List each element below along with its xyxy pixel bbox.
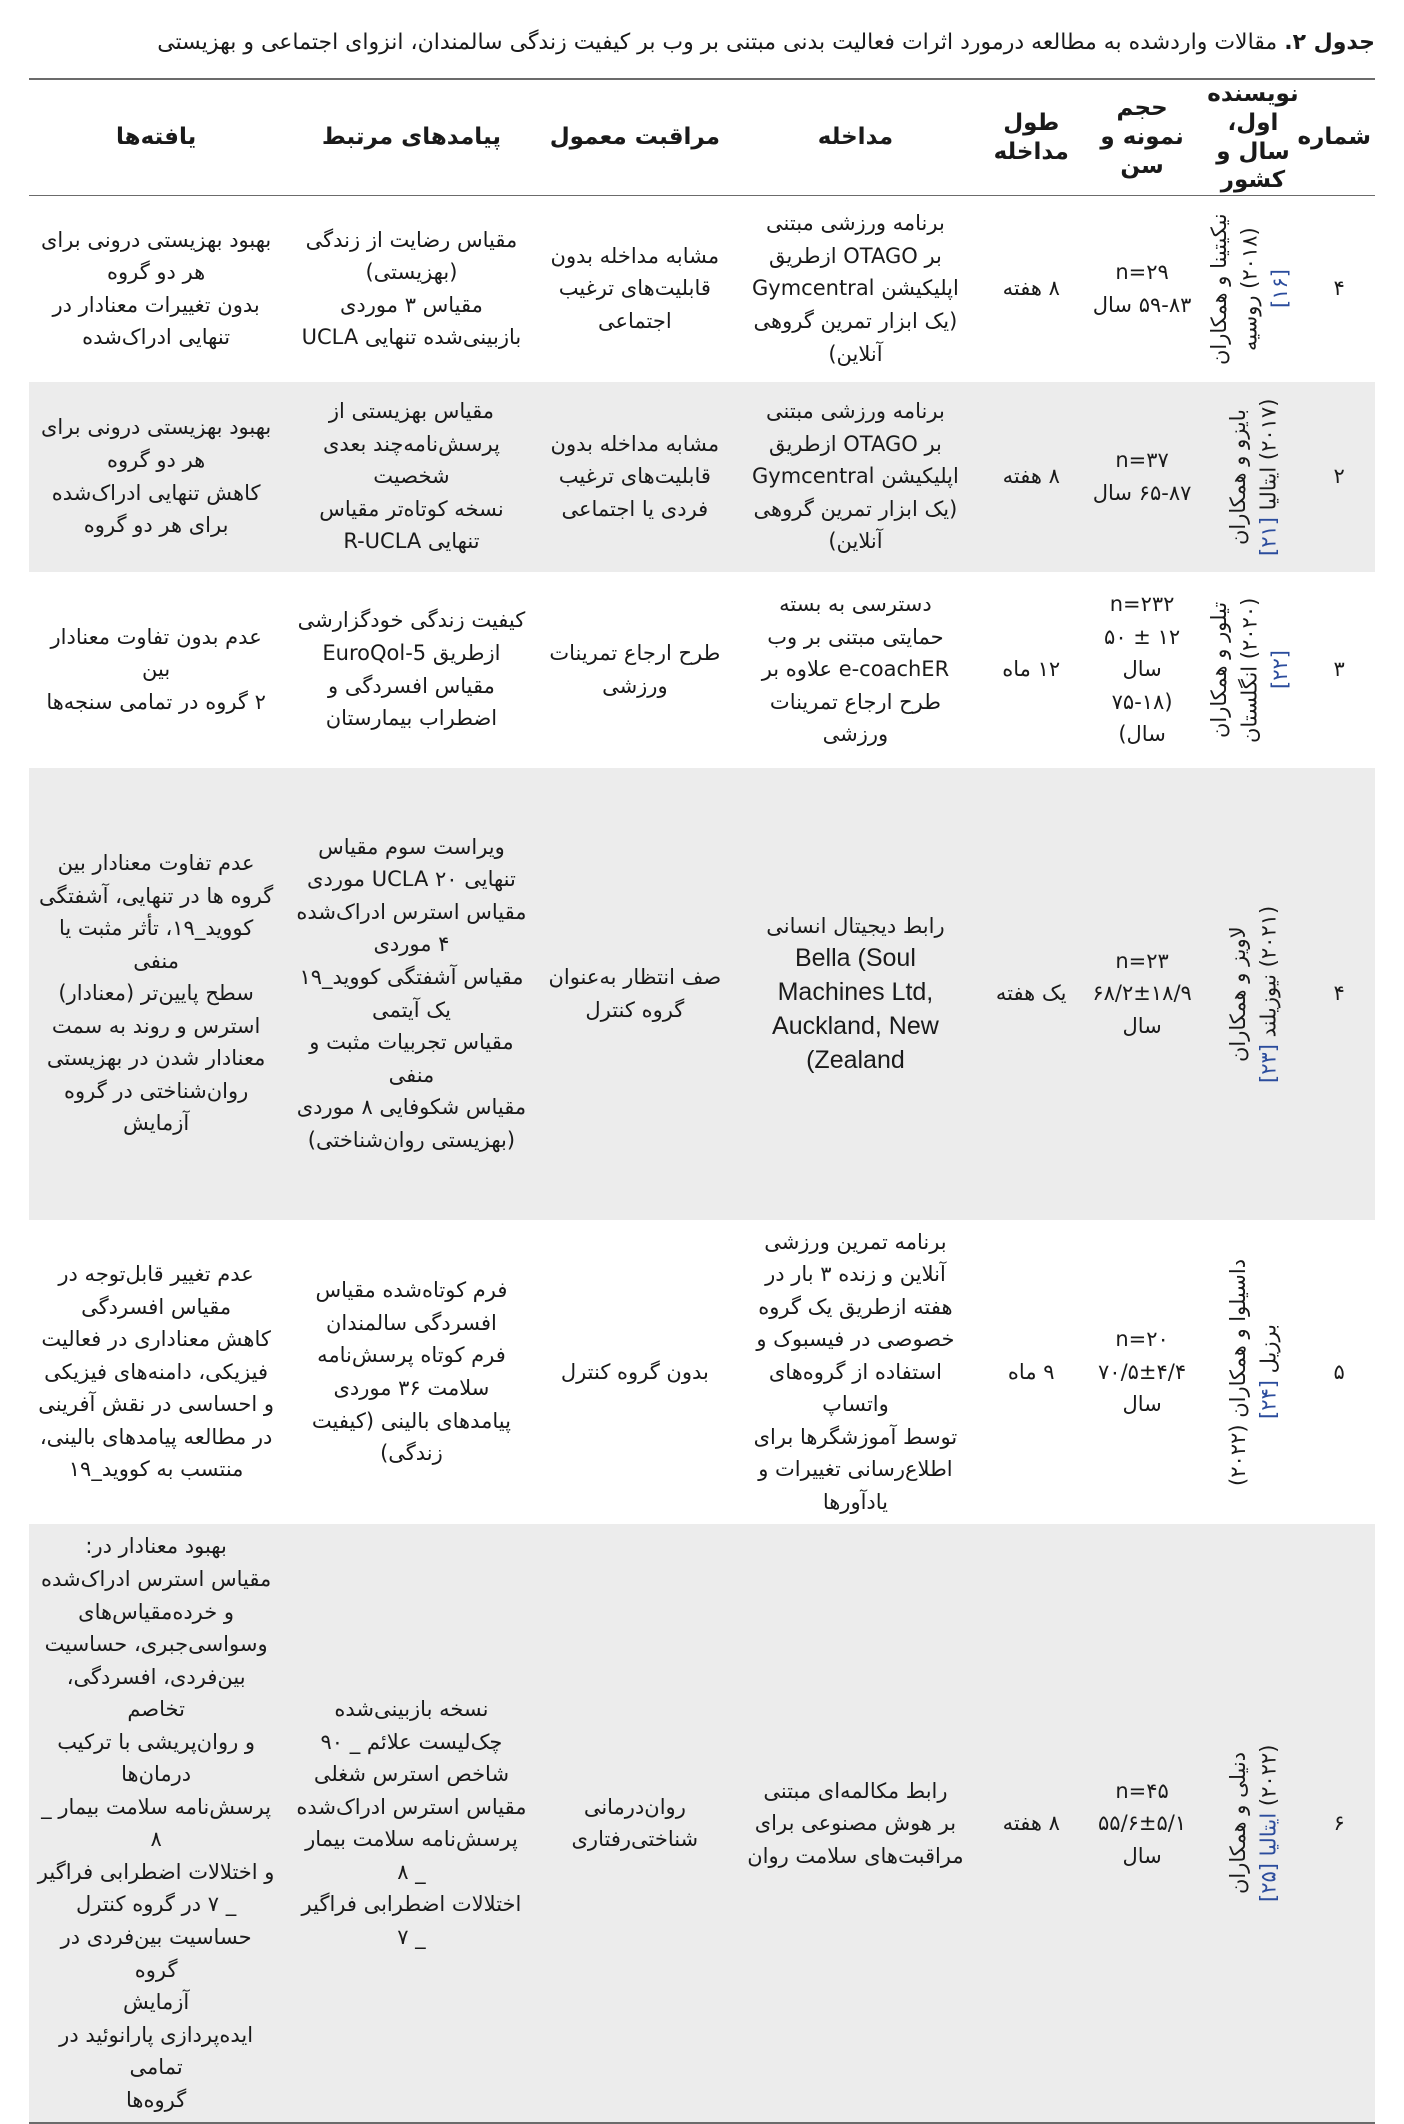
caption-text: مقالات واردشده به مطالعه درمورد اثرات فعالیت بدنی مبتنی بر وب بر کیفیت زندگی سالمندان، انزوای اجتماعی و بهزیستی	[157, 30, 1278, 55]
cell-findings: عدم تفاوت معنادار بین گروه ها در تنهایی، آشفتگی کووید_۱۹، تأثر مثبت یا منفی سطح پایین‌تر (معنادار) استرس و روند به سمت معنادار شدن در بهزیستی روان‌شناختی در گروه آزمایش	[29, 768, 283, 1220]
author-reference: [۲۲]	[1267, 650, 1292, 689]
cell-number: ۴	[1333, 276, 1345, 301]
cell-sample: n=۲۳ ۶۸/۲±۱۸/۹ سال	[1082, 768, 1203, 1220]
cell-usual-care: صف انتظار به‌عنوان گروه کنترل	[540, 768, 730, 1220]
cell-sample: n=۳۷ ۶۵-۸۷ سال	[1082, 382, 1203, 572]
cell-number: ۵	[1333, 1359, 1345, 1384]
cell-duration: ۸ هفته	[1002, 276, 1060, 301]
cell-duration: ۱۲ ماه	[1002, 657, 1061, 682]
author-year-country: (۲۰۱۷) ایتالیا	[1255, 397, 1280, 510]
cell-number: ۶	[1303, 1524, 1375, 2123]
cell-duration: ۸ هفته	[981, 382, 1082, 572]
cell-outcomes: ویراست سوم مقیاس تنهایی UCLA ۲۰ موردی مقیاس استرس ادراک‌شده ۴ موردی مقیاس آشفتگی کووید_۱۹ یک آیتمی مقیاس تجربیات مثبت و منفی مقیاس شکوفایی ۸ موردی (بهزیستی روان‌شناختی)	[283, 768, 539, 1220]
header-findings: یافته‌ها	[29, 79, 283, 196]
author-name: داسیلوا و همکاران (۲۰۲۲)	[1225, 1258, 1250, 1486]
cell-usual-care: مشابه مداخله بدون قابلیت‌های ترغیب اجتماعی	[550, 243, 720, 334]
table-row	[29, 1220, 1375, 1525]
author-year-country: (۲۰۲۰) انگلستان	[1237, 596, 1262, 743]
cell-author	[1203, 382, 1304, 572]
author-name: دنیلی و همکاران	[1225, 1752, 1250, 1895]
cell-findings: بهبود معنادار در: مقیاس استرس ادراک‌شده و خرده‌مقیاس‌های وسواسی‌جبری، حساسیت بین‌فردی، افسردگی، تخاصم و روان‌پریشی با ترکیب درمان‌ها پرسش‌نامه سلامت بیمار _ ۸ و اختلالات اضطرابی فراگیر _ ۷ در گروه کنترل حساسیت بین‌فردی در گروه آزمایش ایده‌پردازی پارانوئید در تمامی گروه‌ها	[29, 1524, 283, 2123]
header-sample: حجم نمونه و سن	[1082, 79, 1203, 196]
table-row	[29, 572, 1375, 768]
cell-findings: بهبود بهزیستی درونی برای هر دو گروه کاهش تنهایی ادراک‌شده برای هر دو گروه	[29, 382, 283, 572]
author-reference: [۱۶]	[1267, 269, 1292, 309]
table-row	[29, 768, 1375, 1220]
table-row	[29, 1524, 1375, 2123]
table-row	[29, 196, 1375, 382]
table-caption	[29, 28, 1375, 58]
cell-sample: n=۲۰ ۷۰/۵±۴/۴ سال	[1098, 1327, 1187, 1417]
header-author: نویسنده اول، سال و کشور	[1203, 79, 1304, 196]
author-reference: [۲۳]	[1255, 1043, 1280, 1083]
header-intervention: مداخله	[730, 79, 981, 196]
cell-sample: n=۴۵ ۵۵/۶±۵/۱ سال	[1082, 1524, 1203, 2123]
author-year-country: (۲۰۲۱) نیوزیلند	[1255, 904, 1280, 1037]
cell-outcomes: کیفیت زندگی خودگزارشی ازطریق EuroQol-5 مقیاس افسردگی و اضطراب بیمارستان	[297, 608, 526, 731]
header-duration: طول مداخله	[981, 79, 1082, 196]
cell-usual-care: طرح ارجاع تمرینات ورزشی	[549, 640, 721, 698]
caption-label: جدول ۲.	[1284, 30, 1375, 55]
table-header-row	[29, 79, 1375, 196]
author-year-country: برزیل	[1255, 1324, 1280, 1374]
cell-usual-care: بدون گروه کنترل	[560, 1359, 709, 1384]
cell-outcomes: نسخه بازبینی‌شده چک‌لیست علائم _ ۹۰ شاخص استرس شغلی مقیاس استرس ادراک‌شده پرسش‌نامه سلامت بیمار _ ۸ اختلالات اضطرابی فراگیر _ ۷	[283, 1524, 539, 2123]
author-name: نیکیتینا و همکاران	[1207, 212, 1232, 365]
cell-duration: یک هفته	[981, 768, 1082, 1220]
author-name: لاویز و همکاران	[1225, 925, 1250, 1062]
header-number: شماره	[1303, 79, 1375, 196]
header-usual-care: مراقبت معمول	[540, 79, 730, 196]
intervention-label: رابط دیجیتال انسانی	[766, 913, 945, 938]
table-row	[29, 382, 1375, 572]
cell-outcomes: مقیاس رضایت از زندگی (بهزیستی) مقیاس ۳ موردی بازبینی‌شده تنهایی UCLA	[301, 227, 522, 350]
cell-outcomes: فرم کوتاه‌شده مقیاس افسردگی سالمندان فرم کوتاه پرسش‌نامه سلامت ۳۶ موردی پیامدهای بالینی (کیفیت زندگی)	[311, 1278, 511, 1466]
cell-outcomes: مقیاس بهزیستی از پرسش‌نامه‌چند بعدی شخصیت نسخه کوتاه‌تر مقیاس تنهایی R-UCLA	[283, 382, 539, 572]
cell-intervention: برنامه تمرین ورزشی آنلاین و زنده ۳ بار در هفته ازطریق یک گروه خصوصی در فیسبوک و استفاده از گروه‌های واتساپ توسط آموزشگرها برای اطلاع‌رسانی تغییرات و یادآورها	[753, 1229, 958, 1514]
cell-number: ۴	[1303, 768, 1375, 1220]
header-outcomes: پیامدهای مرتبط	[283, 79, 539, 196]
cell-author	[1203, 196, 1304, 382]
cell-duration: ۸ هفته	[981, 1524, 1082, 2123]
cell-number: ۳	[1333, 657, 1345, 682]
intervention-product: Bella (Soul Machines Ltd, Auckland, New (Zealand	[772, 944, 939, 1074]
cell-intervention: برنامه ورزشی مبتنی بر OTAGO ازطریق اپلیکیشن Gymcentral (یک ابزار تمرین گروهی آنلاین)	[752, 211, 959, 366]
author-name: تیلور و همکاران	[1207, 601, 1232, 738]
cell-sample: n=۲۳۲ ۱۲ ± ۵۰ سال (۱۸-۷۵ سال)	[1104, 592, 1181, 747]
author-name: بایزو و همکاران	[1225, 408, 1250, 545]
cell-author	[1203, 1220, 1304, 1525]
author-reference: ایتالیا [۲۵]	[1255, 1812, 1280, 1903]
cell-author	[1203, 768, 1304, 1220]
cell-intervention: دسترسی به بسته حمایتی مبتنی بر وب e-coachER علاوه بر طرح ارجاع تمرینات ورزشی	[761, 592, 950, 747]
cell-number: ۲	[1303, 382, 1375, 572]
cell-intervention: برنامه ورزشی مبتنی بر OTAGO ازطریق اپلیکیشن Gymcentral (یک ابزار تمرین گروهی آنلاین)	[730, 382, 981, 572]
cell-sample: n=۲۹ ۵۹-۸۳ سال	[1092, 260, 1192, 317]
author-year-country: (۲۰۱۸) روسیه	[1237, 226, 1262, 351]
cell-author	[1203, 1524, 1304, 2123]
cell-findings: بهبود بهزیستی درونی برای هر دو گروه بدون تغییرات معنادار در تنهایی ادراک‌شده	[40, 227, 272, 350]
author-reference: [۲۱]	[1255, 516, 1280, 556]
cell-duration: ۹ ماه	[1007, 1359, 1055, 1384]
cell-findings: عدم تغییر قابل‌توجه در مقیاس افسردگی کاهش معناداری در فعالیت فیزیکی، دامنه‌های فیزیکی و احساسی در نقش آفرینی در مطالعه پیامدهای بالینی، منتسب به کووید_۱۹	[38, 1262, 274, 1482]
cell-usual-care: روان‌درمانی شناختی‌رفتاری	[540, 1524, 730, 2123]
author-reference: [۲۴]	[1255, 1380, 1280, 1420]
cell-intervention	[730, 768, 981, 1220]
cell-intervention: رابط مکالمه‌ای مبتنی بر هوش مصنوعی برای مراقبت‌های سلامت روان	[730, 1524, 981, 2123]
cell-usual-care: مشابه مداخله بدون قابلیت‌های ترغیب فردی یا اجتماعی	[540, 382, 730, 572]
studies-table	[29, 78, 1375, 2124]
cell-author	[1203, 572, 1304, 768]
cell-findings: عدم بدون تفاوت معنادار بین ۲ گروه در تمامی سنجه‌ها	[46, 624, 266, 714]
author-year-country: (۲۰۲۲)	[1255, 1744, 1280, 1807]
